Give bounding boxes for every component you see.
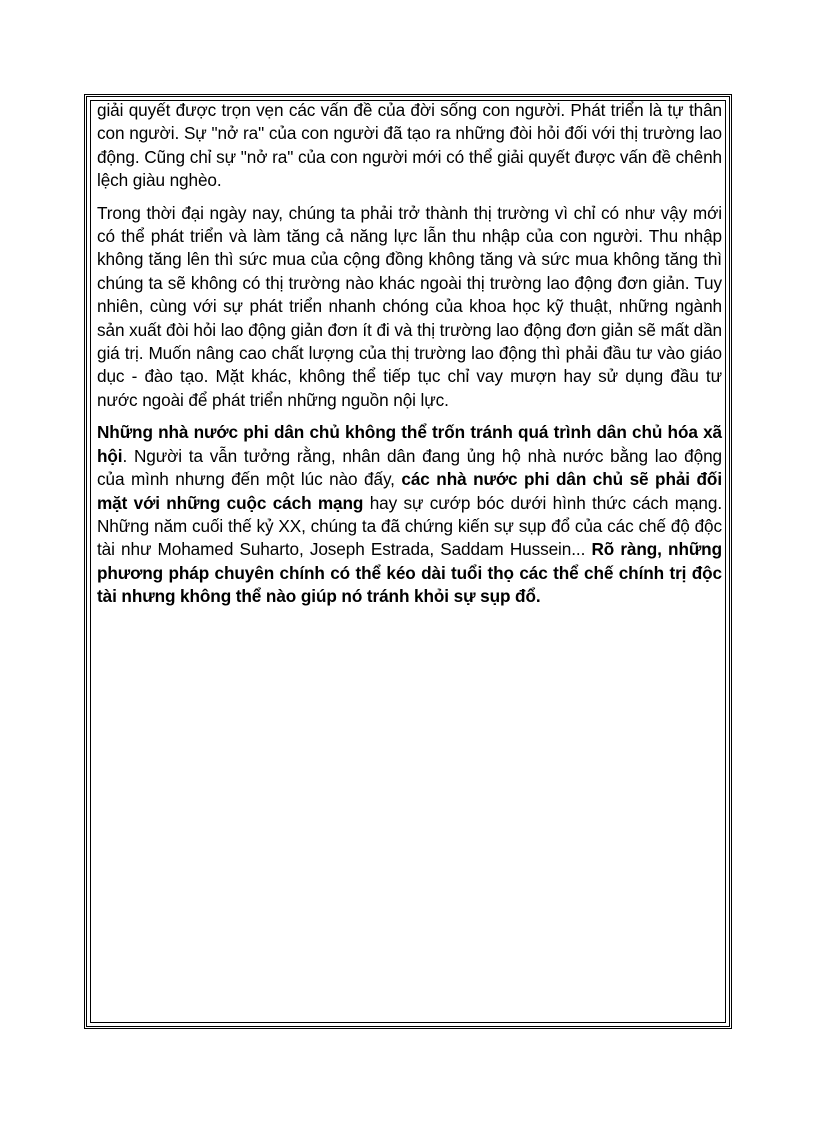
paragraph-2 [97,202,722,413]
paragraph-3-bold-heading: Những nhà nước phi dân chủ không thể trốn tránh quá trình dân chủ hóa xã hội [97,422,722,466]
paragraph-3-run-4: hay sự cướp bóc dưới hình thức cách mạng. Những năm cuối thế kỷ XX, chúng ta đã chứng kiến sự sụp đổ của các chế độ độc tài như Mohamed Suharto, Joseph Estrada, Saddam Hussein... [97,492,723,560]
paragraph-1-run-1: giải quyết được trọn vẹn các vấn đề của đời sống con người. Phát triển là tự thân con người. Sự "nở ra" của con người đã tạo ra những đòi hỏi đối với thị trường lao động. Cũng chỉ sự "nở ra" của con người mới có thể giải quyết được vấn đề chênh lệch giàu nghèo. [97,100,722,191]
paragraph-3-bold-emphasis: các nhà nước phi dân chủ sẽ phải đối mặt với những cuộc cách mạng [97,469,722,513]
paragraph-3-bold-conclusion: Rõ ràng, những phương pháp chuyên chính có thể kéo dài tuổi thọ các thể chế chính trị độc tài nhưng không thể nào giúp nó tránh khỏi sự sụp đổ. [97,539,722,607]
paragraph-1 [97,99,722,193]
paragraph-3-run-2: . Người ta vẫn tưởng rằng, nhân dân đang ủng hộ nhà nước bằng lao động của mình nhưng đến một lúc nào đấy, [97,445,722,490]
paragraph-3 [97,421,722,608]
document-body [97,99,722,618]
paragraph-2-run-1: Trong thời đại ngày nay, chúng ta phải trở thành thị trường vì chỉ có như vậy mới có thể phát triển và làm tăng cả năng lực lẫn thu nhập của con người. Thu nhập không tăng lên thì sức mua của cộng đồng không tăng và sức mua không tăng thì chúng ta sẽ không có thị trường nào khác ngoài thị trường lao động đơn giản. Tuy nhiên, cùng với sự phát triển nhanh chóng của khoa học kỹ thuật, những ngành sản xuất đòi hỏi lao động giản đơn ít đi và thị trường lao động đơn giản sẽ mất dần giá trị. Muốn nâng cao chất lượng của thị trường lao động thì phải đầu tư vào giáo dục - đào tạo. Mặt khác, không thể tiếp tục chỉ vay mượn hay sử dụng đầu tư nước ngoài để phát triển những nguồn nội lực. [97,202,722,410]
